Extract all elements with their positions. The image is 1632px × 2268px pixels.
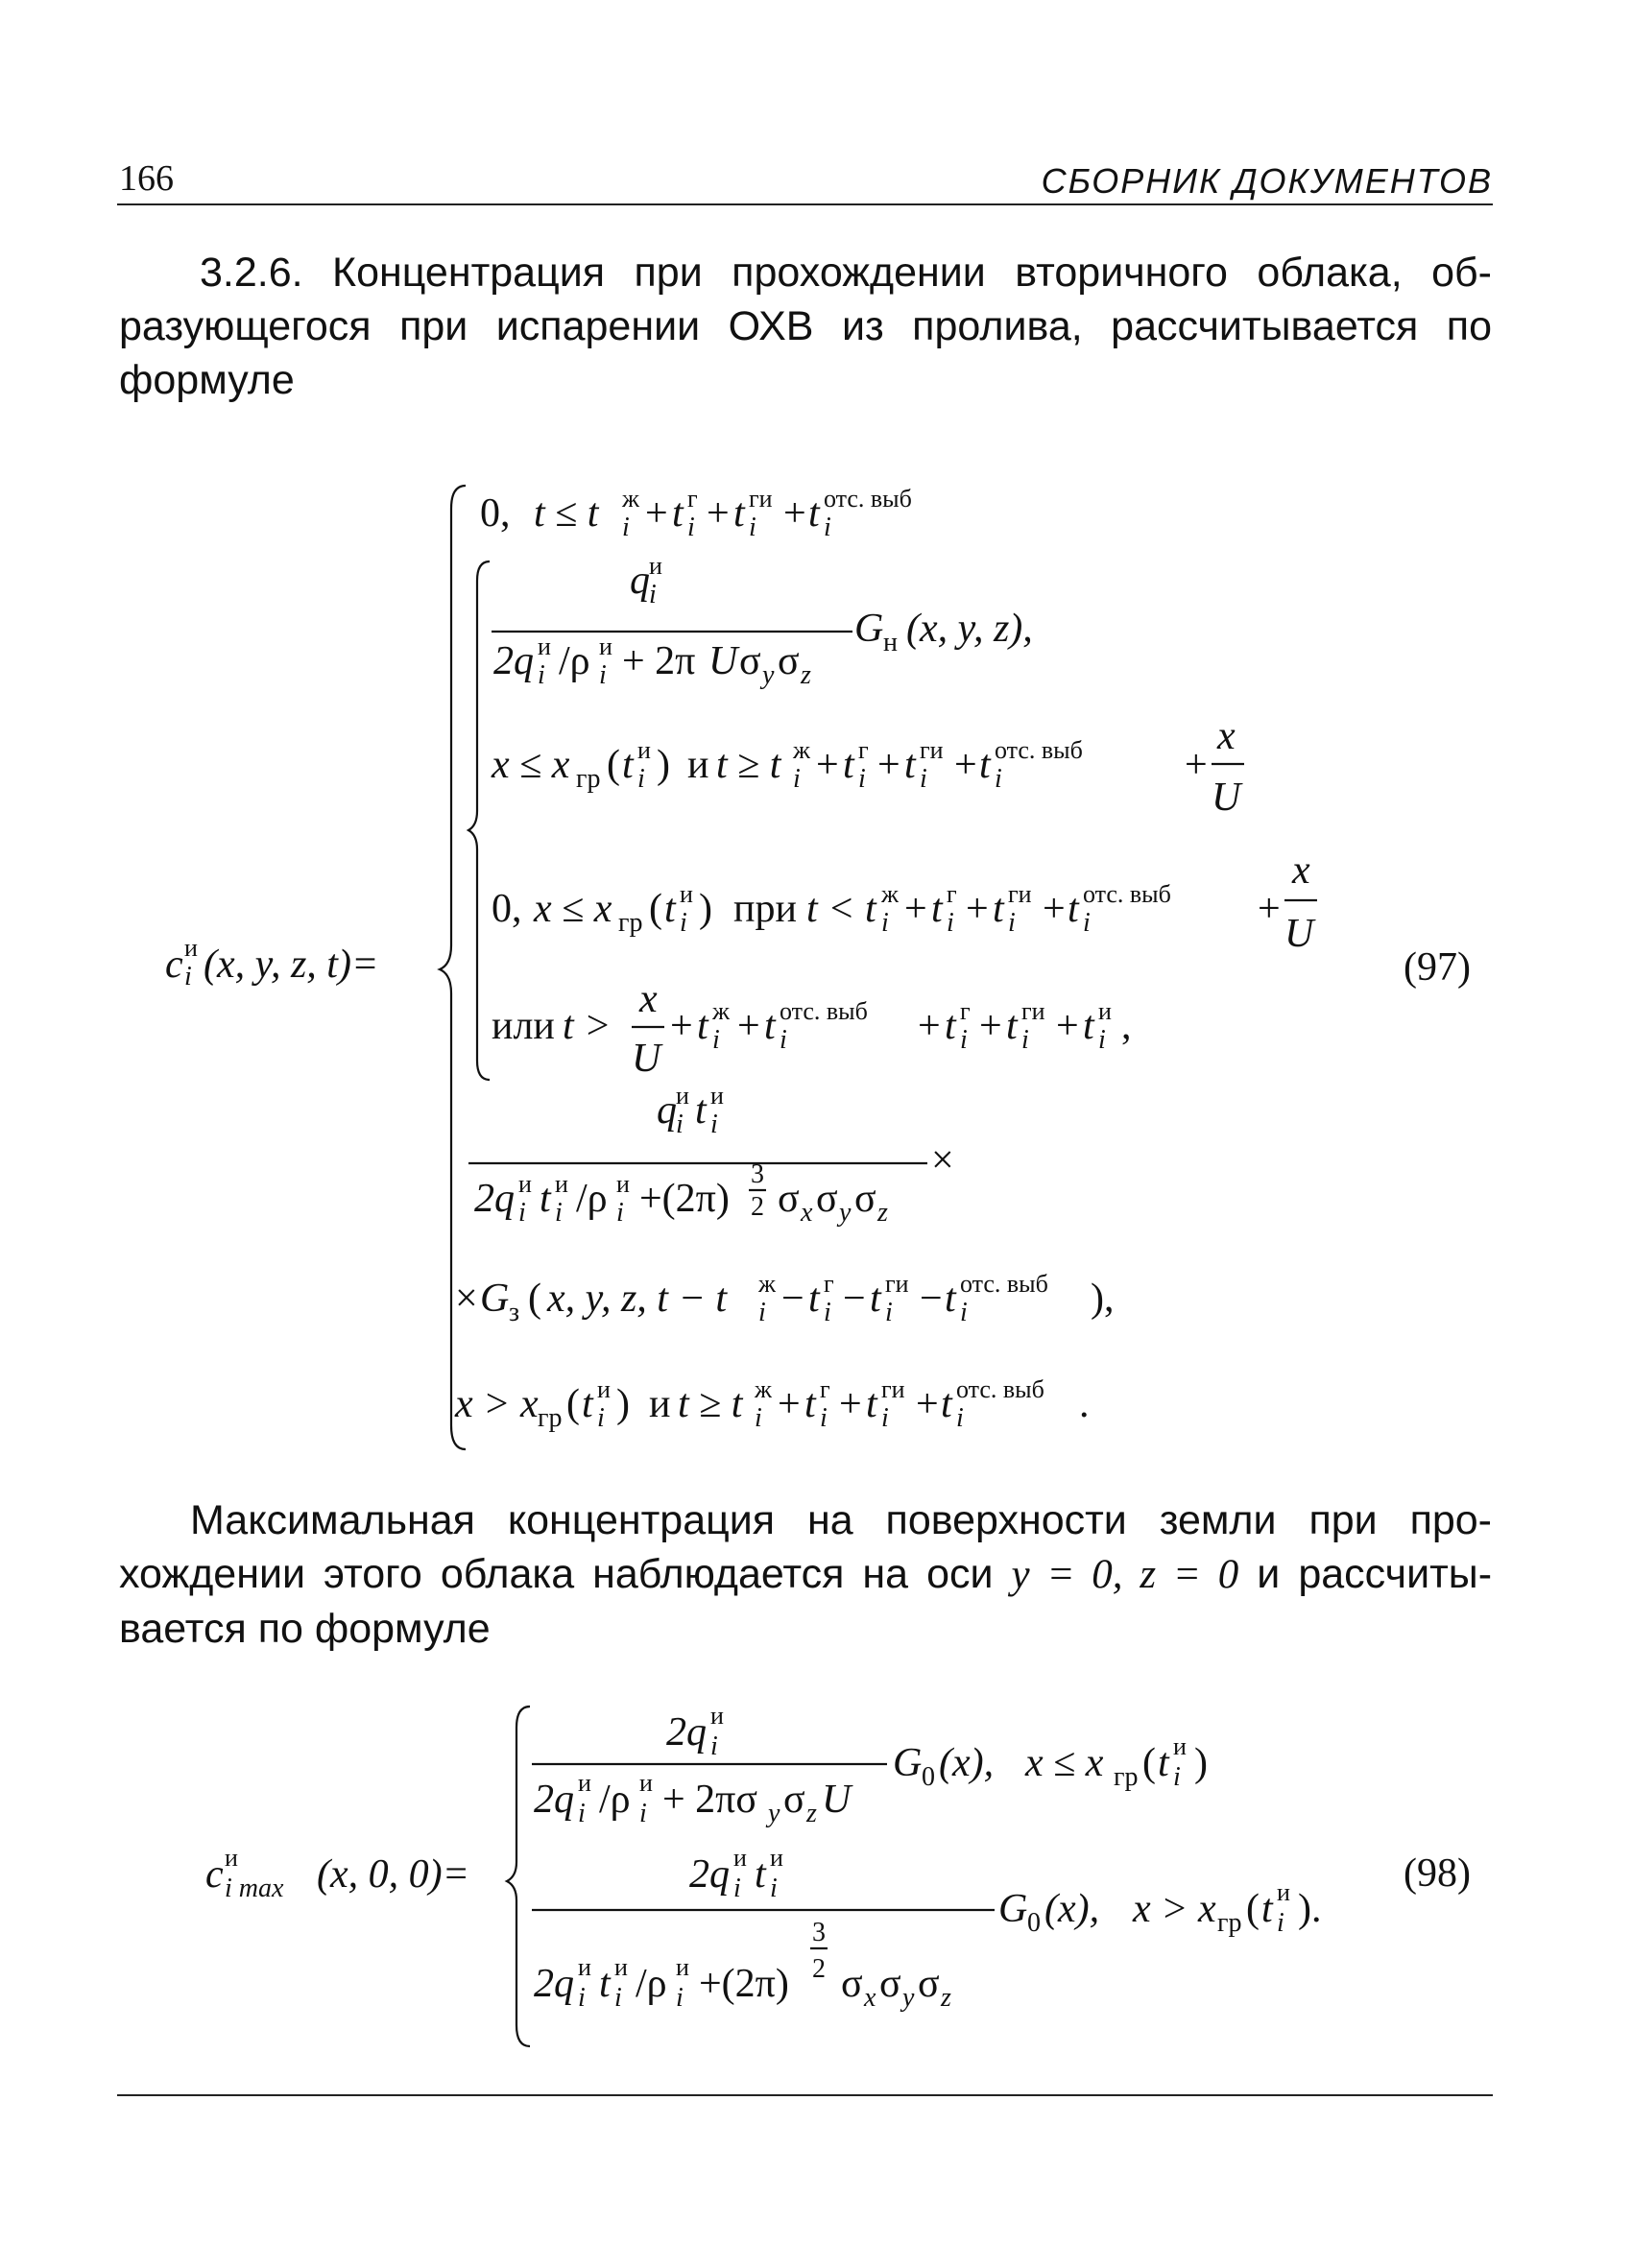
- svg-text:ги: ги: [881, 1375, 905, 1403]
- svg-text:2q: 2q: [534, 1962, 574, 2006]
- svg-text:при: при: [733, 887, 797, 931]
- svg-text:г: г: [858, 736, 869, 764]
- svg-text:).: ).: [1298, 1887, 1322, 1931]
- svg-text:x: x: [639, 977, 658, 1021]
- svg-text:i: i: [614, 1983, 622, 2013]
- svg-text:+: +: [1043, 887, 1066, 931]
- svg-text:i: i: [820, 1403, 828, 1433]
- svg-text:G: G: [480, 1277, 510, 1321]
- svg-text:x ≤ x: x ≤ x: [534, 887, 612, 931]
- svg-text:и: и: [687, 743, 709, 787]
- svg-text:t: t: [808, 491, 820, 536]
- svg-text:U: U: [1284, 912, 1314, 956]
- svg-text:+: +: [904, 887, 927, 931]
- svg-text:/ρ: /ρ: [599, 1778, 631, 1822]
- svg-text:σ: σ: [918, 1962, 940, 2006]
- svg-text:t: t: [540, 1177, 551, 1221]
- svg-text:2q: 2q: [666, 1710, 707, 1755]
- svg-text:и: и: [676, 1082, 689, 1110]
- svg-text:i: i: [1083, 908, 1091, 938]
- svg-text:t: t: [664, 887, 676, 931]
- svg-text:ги: ги: [749, 485, 773, 513]
- svg-text:+: +: [707, 491, 730, 536]
- svg-text:t: t: [1261, 1887, 1273, 1931]
- svg-text:x: x: [1217, 714, 1236, 758]
- svg-text:(: (: [649, 887, 662, 931]
- svg-text:отс. выб: отс. выб: [995, 736, 1083, 764]
- svg-text:i: i: [995, 764, 1002, 794]
- svg-text:г: г: [824, 1270, 834, 1298]
- svg-text:t ≥ t: t ≥ t: [678, 1382, 743, 1426]
- svg-text:+: +: [670, 1004, 693, 1048]
- svg-text:и: и: [710, 1082, 724, 1110]
- svg-text:г: г: [687, 485, 698, 513]
- svg-text:и: и: [680, 880, 693, 908]
- svg-text:(x, 0, 0)=: (x, 0, 0)=: [317, 1852, 469, 1897]
- svg-text:(x),: (x),: [1044, 1887, 1100, 1931]
- svg-text:i: i: [555, 1198, 563, 1228]
- svg-text:σ: σ: [778, 639, 800, 683]
- svg-text:2q: 2q: [689, 1852, 730, 1897]
- svg-text:t: t: [695, 1088, 707, 1133]
- footer-rule: [117, 2094, 1493, 2096]
- svg-text:t: t: [1006, 1004, 1018, 1048]
- svg-text:ги: ги: [1008, 880, 1032, 908]
- svg-text:t: t: [733, 491, 745, 536]
- svg-text:з: з: [509, 1298, 520, 1327]
- svg-text:i: i: [538, 660, 545, 690]
- svg-text:/ρ: /ρ: [559, 639, 590, 683]
- svg-text:q: q: [630, 559, 650, 603]
- svg-text:i: i: [518, 1198, 526, 1228]
- svg-text:G: G: [893, 1741, 923, 1785]
- svg-text:i: i: [824, 513, 831, 542]
- svg-text:+: +: [877, 743, 900, 787]
- svg-text:2q: 2q: [493, 639, 534, 683]
- running-title: СБОРНИК ДОКУМЕНТОВ: [1041, 161, 1493, 201]
- svg-text:и: и: [184, 934, 198, 962]
- svg-text:i: i: [881, 908, 889, 938]
- svg-text:t: t: [993, 887, 1004, 931]
- svg-text:и: и: [518, 1170, 532, 1198]
- svg-text:t: t: [866, 1382, 877, 1426]
- svg-text:t: t: [622, 743, 634, 787]
- svg-text:i: i: [639, 1799, 647, 1828]
- svg-text:i: i: [622, 513, 630, 542]
- svg-text:i: i: [885, 1298, 893, 1327]
- svg-text:г: г: [820, 1375, 830, 1403]
- svg-text:i: i: [920, 764, 927, 794]
- svg-text:и: и: [770, 1844, 783, 1872]
- svg-text:i: i: [597, 1403, 605, 1433]
- svg-text:ги: ги: [1021, 997, 1045, 1025]
- intro-line-2: разующегося при испарении ОХВ из пролива, рассчитывается по: [119, 303, 1492, 349]
- svg-text:0,: 0,: [480, 491, 511, 536]
- intro-line-3: формуле: [119, 357, 295, 403]
- svg-text:x > x: x > x: [455, 1382, 539, 1426]
- svg-text:ж: ж: [622, 485, 639, 513]
- page-number: 166: [119, 158, 174, 199]
- svg-text:+: +: [783, 491, 806, 536]
- svg-text:),: ),: [1091, 1277, 1115, 1321]
- svg-text:и: и: [676, 1953, 689, 1981]
- svg-text:+ 2πσ: + 2πσ: [662, 1778, 758, 1822]
- svg-text:x ≤ x: x ≤ x: [492, 743, 570, 787]
- svg-text:3: 3: [812, 1918, 826, 1947]
- svg-text:i: i: [578, 1983, 586, 2013]
- svg-text:i: i: [710, 1731, 718, 1761]
- svg-text:ж: ж: [881, 880, 899, 908]
- svg-text:+: +: [778, 1382, 801, 1426]
- svg-text:q: q: [657, 1088, 677, 1133]
- svg-text:2: 2: [751, 1192, 764, 1222]
- svg-text:σ: σ: [816, 1177, 838, 1221]
- svg-text:и: и: [710, 1702, 724, 1730]
- svg-text:и: и: [614, 1953, 628, 1981]
- svg-text:i: i: [733, 1874, 741, 1903]
- svg-text:x: x: [1292, 848, 1310, 893]
- svg-text:i: i: [780, 1025, 787, 1055]
- svg-text:−: −: [781, 1277, 804, 1321]
- svg-text:y: y: [768, 1799, 780, 1828]
- svg-text:×: ×: [455, 1277, 478, 1321]
- svg-text:t: t: [931, 887, 943, 931]
- svg-text:+: +: [816, 743, 839, 787]
- svg-text:0: 0: [1027, 1908, 1041, 1938]
- svg-text:t: t: [979, 743, 991, 787]
- svg-text:отс. выб: отс. выб: [780, 997, 868, 1025]
- svg-text:,: ,: [1121, 1004, 1132, 1048]
- svg-text:и: и: [733, 1844, 747, 1872]
- svg-text:н: н: [883, 628, 898, 657]
- svg-text:x: x: [801, 1198, 813, 1228]
- svg-text:/ρ: /ρ: [636, 1962, 667, 2006]
- svg-text:−: −: [920, 1277, 943, 1321]
- svg-text:t: t: [870, 1277, 881, 1321]
- eq98-case-1: [532, 1702, 1208, 1828]
- svg-text:i: i: [1021, 1025, 1029, 1055]
- svg-text:(: (: [607, 743, 620, 787]
- svg-text:+: +: [839, 1382, 862, 1426]
- svg-text:t: t: [1083, 1004, 1094, 1048]
- svg-text:i: i: [749, 513, 756, 542]
- svg-text:2q: 2q: [534, 1778, 574, 1822]
- svg-text:гр: гр: [1217, 1908, 1242, 1938]
- svg-text:0,: 0,: [492, 887, 522, 931]
- svg-text:t: t: [764, 1004, 776, 1048]
- svg-text:z: z: [801, 660, 811, 690]
- svg-text:гр: гр: [1114, 1762, 1139, 1792]
- svg-text:3: 3: [751, 1159, 764, 1189]
- svg-text:i: i: [824, 1298, 831, 1327]
- svg-text:σ: σ: [783, 1778, 805, 1822]
- svg-text:отс. выб: отс. выб: [960, 1270, 1048, 1298]
- svg-text:0: 0: [922, 1762, 935, 1792]
- svg-text:U: U: [708, 639, 738, 683]
- svg-text:×: ×: [931, 1138, 954, 1182]
- svg-text:i: i: [680, 908, 687, 938]
- svg-text:σ: σ: [854, 1177, 876, 1221]
- svg-text:i: i: [637, 764, 645, 794]
- svg-text:t: t: [904, 743, 916, 787]
- svg-text:i: i: [770, 1874, 778, 1903]
- max-line-1: Максимальная концентрация на поверхности земли при про-: [190, 1497, 1492, 1543]
- svg-text:i: i: [676, 1110, 684, 1139]
- svg-text:и: и: [538, 633, 551, 660]
- svg-text:U: U: [632, 1037, 661, 1081]
- svg-text:t: t: [672, 491, 684, 536]
- svg-text:отс. выб: отс. выб: [956, 1375, 1044, 1403]
- svg-text:G: G: [854, 607, 884, 651]
- svg-text:i: i: [184, 962, 192, 991]
- svg-text:ги: ги: [885, 1270, 909, 1298]
- svg-text:(x, y, z),: (x, y, z),: [906, 607, 1033, 651]
- svg-text:U: U: [822, 1778, 852, 1822]
- equation-98-number: (98): [1404, 1851, 1471, 1896]
- svg-text:i max: i max: [225, 1874, 284, 1903]
- svg-text:y: y: [762, 660, 775, 690]
- svg-text:(x, y, z, t)=: (x, y, z, t)=: [204, 943, 379, 987]
- svg-text:c: c: [165, 943, 183, 987]
- svg-text:гр: гр: [576, 764, 601, 794]
- svg-text:): ): [699, 887, 712, 931]
- eq98-brace: [507, 1707, 530, 2046]
- svg-text:i: i: [676, 1983, 684, 2013]
- svg-text:+: +: [979, 1004, 1002, 1048]
- svg-text:t: t: [755, 1852, 766, 1897]
- svg-text:и: и: [1277, 1878, 1290, 1906]
- svg-text:+: +: [1056, 1004, 1079, 1048]
- svg-text:z: z: [941, 1983, 951, 2013]
- svg-text:i: i: [758, 1298, 766, 1327]
- max-line-2: хождении этого облака наблюдается на оси y = 0, z = 0 и рассчиты-: [119, 1551, 1493, 1597]
- svg-text:ги: ги: [920, 736, 944, 764]
- svg-text:t >: t >: [563, 1004, 612, 1048]
- svg-text:+: +: [645, 491, 668, 536]
- svg-text:): ): [1194, 1741, 1208, 1785]
- svg-text:отс. выб: отс. выб: [1083, 880, 1171, 908]
- svg-text:и: и: [1173, 1732, 1187, 1760]
- svg-text:и: и: [637, 736, 651, 764]
- svg-text:G: G: [998, 1887, 1028, 1931]
- svg-text:x: x: [864, 1983, 876, 2013]
- svg-text:z: z: [877, 1198, 888, 1228]
- svg-text:x > x: x > x: [1133, 1887, 1216, 1931]
- svg-text:t: t: [808, 1277, 820, 1321]
- eq98-lhs: [205, 1844, 469, 1903]
- svg-text:и: и: [649, 1382, 671, 1426]
- svg-text:ж: ж: [758, 1270, 776, 1298]
- svg-text:и: и: [1098, 997, 1112, 1025]
- svg-text:+: +: [954, 743, 977, 787]
- svg-text:t: t: [697, 1004, 708, 1048]
- svg-text:+: +: [918, 1004, 941, 1048]
- svg-text:гр: гр: [538, 1403, 563, 1433]
- svg-text:2q: 2q: [474, 1177, 515, 1221]
- svg-text:отс. выб: отс. выб: [824, 485, 912, 513]
- svg-text:гр: гр: [618, 908, 643, 938]
- svg-text:σ: σ: [841, 1962, 863, 2006]
- svg-text:c: c: [205, 1852, 224, 1897]
- svg-text:i: i: [578, 1799, 586, 1828]
- eq98-case-2: [532, 1844, 1322, 2013]
- svg-text:+: +: [916, 1382, 939, 1426]
- svg-text:−: −: [843, 1277, 866, 1321]
- svg-text:г: г: [947, 880, 957, 908]
- svg-text:.: .: [1079, 1382, 1090, 1426]
- svg-text:ж: ж: [755, 1375, 772, 1403]
- svg-text:i: i: [616, 1198, 624, 1228]
- svg-text:i: i: [1008, 908, 1016, 938]
- svg-text:i: i: [687, 513, 695, 542]
- svg-text:i: i: [947, 908, 954, 938]
- svg-text:(: (: [566, 1382, 580, 1426]
- svg-text:σ: σ: [739, 639, 761, 683]
- svg-text:и: и: [599, 633, 612, 660]
- svg-text:t ≤ t: t ≤ t: [534, 491, 599, 536]
- svg-text:и: и: [616, 1170, 630, 1198]
- svg-text:+(2π): +(2π): [639, 1177, 730, 1221]
- svg-text:i: i: [710, 1110, 718, 1139]
- svg-text:и: и: [578, 1953, 591, 1981]
- svg-text:ж: ж: [793, 736, 810, 764]
- svg-text:+(2π): +(2π): [699, 1962, 789, 2006]
- svg-text:или: или: [492, 1004, 555, 1048]
- svg-text:i: i: [755, 1403, 762, 1433]
- svg-text:x, y, z, t − t: x, y, z, t − t: [547, 1277, 727, 1321]
- svg-text:i: i: [858, 764, 866, 794]
- svg-text:2: 2: [812, 1954, 826, 1984]
- intro-line-1: 3.2.6. Концентрация при прохождении вторичного облака, об-: [200, 250, 1492, 296]
- svg-text:и: и: [639, 1769, 653, 1797]
- svg-text:i: i: [1173, 1762, 1181, 1792]
- svg-text:t: t: [582, 1382, 593, 1426]
- svg-text:/ρ: /ρ: [576, 1177, 608, 1221]
- svg-text:t: t: [945, 1004, 956, 1048]
- svg-text:и: и: [649, 552, 662, 580]
- svg-text:(x),: (x),: [939, 1741, 995, 1785]
- svg-text:и: и: [555, 1170, 568, 1198]
- svg-text:(: (: [1246, 1887, 1260, 1931]
- svg-text:i: i: [960, 1298, 968, 1327]
- svg-text:U: U: [1212, 776, 1241, 820]
- svg-text:(: (: [1142, 1741, 1156, 1785]
- svg-text:i: i: [599, 660, 607, 690]
- svg-text:i: i: [960, 1025, 968, 1055]
- svg-text:t: t: [1068, 887, 1079, 931]
- svg-text:σ: σ: [778, 1177, 800, 1221]
- svg-text:y: y: [839, 1198, 852, 1228]
- svg-text:t: t: [804, 1382, 816, 1426]
- svg-text:t: t: [941, 1382, 952, 1426]
- svg-text:i: i: [1277, 1908, 1284, 1938]
- svg-text:): ): [616, 1382, 630, 1426]
- svg-text:+ 2π: + 2π: [622, 639, 696, 683]
- svg-text:σ: σ: [879, 1962, 901, 2006]
- svg-text:+: +: [1185, 743, 1208, 787]
- svg-text:t < t: t < t: [806, 887, 876, 931]
- svg-text:y: y: [902, 1983, 915, 2013]
- svg-text:и: и: [578, 1769, 591, 1797]
- equation-97-number: (97): [1404, 945, 1471, 990]
- svg-text:t: t: [599, 1962, 611, 2006]
- svg-text:t: t: [945, 1277, 956, 1321]
- svg-text:i: i: [881, 1403, 889, 1433]
- svg-text:t ≥ t: t ≥ t: [716, 743, 781, 787]
- svg-text:x ≤ x: x ≤ x: [1025, 1741, 1104, 1785]
- svg-text:i: i: [956, 1403, 964, 1433]
- svg-text:i: i: [1098, 1025, 1106, 1055]
- svg-text:и: и: [225, 1844, 238, 1872]
- svg-text:г: г: [960, 997, 971, 1025]
- svg-text:z: z: [806, 1799, 817, 1828]
- svg-text:и: и: [597, 1375, 611, 1403]
- svg-text:i: i: [649, 580, 657, 609]
- svg-text:(: (: [528, 1277, 541, 1321]
- svg-text:t: t: [1158, 1741, 1169, 1785]
- svg-text:i: i: [712, 1025, 720, 1055]
- max-line-3: вается по формуле: [119, 1606, 491, 1652]
- svg-text:): ): [657, 743, 670, 787]
- svg-text:+: +: [1258, 887, 1281, 931]
- svg-text:t: t: [843, 743, 854, 787]
- svg-text:i: i: [793, 764, 801, 794]
- svg-text:+: +: [966, 887, 989, 931]
- svg-text:ж: ж: [712, 997, 730, 1025]
- svg-text:+: +: [737, 1004, 760, 1048]
